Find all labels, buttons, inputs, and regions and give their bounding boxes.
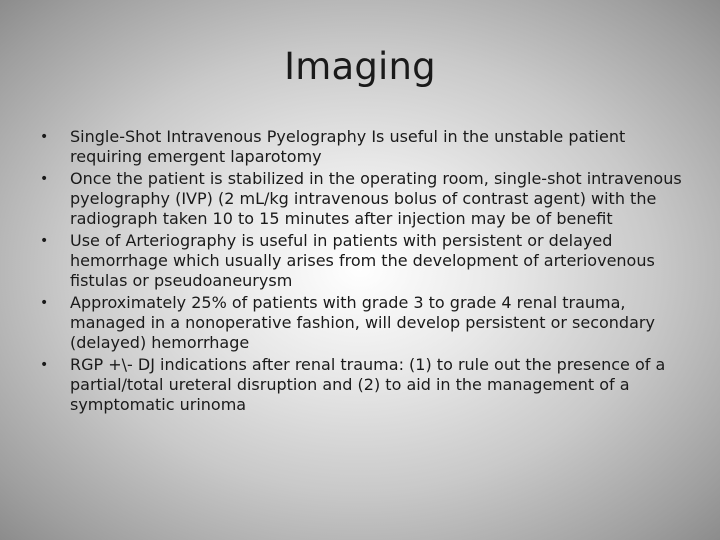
bullet-marker: • [40,129,49,145]
bullet-marker: • [40,357,49,373]
bullet-marker: • [40,233,49,249]
bullet-text: Use of Arteriography is useful in patients with persistent or delayed hemorrhage which usually arises from the development of arteriovenous fistulas or pseudoaneurysm [70,231,655,290]
bullet-marker: • [40,171,49,187]
bullet-text: Single-Shot Intravenous Pyelography Is useful in the unstable patient requiring emergent laparotomy [70,127,626,166]
bullet-text: Approximately 25% of patients with grade 3 to grade 4 renal trauma, managed in a nonoperative fashion, will develop persistent or secondary (delayed) hemorrhage [70,293,655,352]
bullet-marker: • [40,295,49,311]
bullet-text: Once the patient is stabilized in the operating room, single-shot intravenous pyelography (IVP) (2 mL/kg intravenous bolus of contrast agent) with the radiograph taken 10 to 15 minutes after injection may be of benefit [70,169,682,228]
bullet-item [36,169,696,229]
bullet-item [36,293,696,353]
bullet-item [36,355,696,415]
bullet-item [36,231,696,291]
slide-title: Imaging [284,45,436,88]
bullet-text: RGP +\- DJ indications after renal trauma: (1) to rule out the presence of a partial/total ureteral disruption and (2) to aid in the management of a symptomatic urinoma [70,355,666,414]
bullet-item [36,127,696,167]
bullet-list [36,127,696,417]
